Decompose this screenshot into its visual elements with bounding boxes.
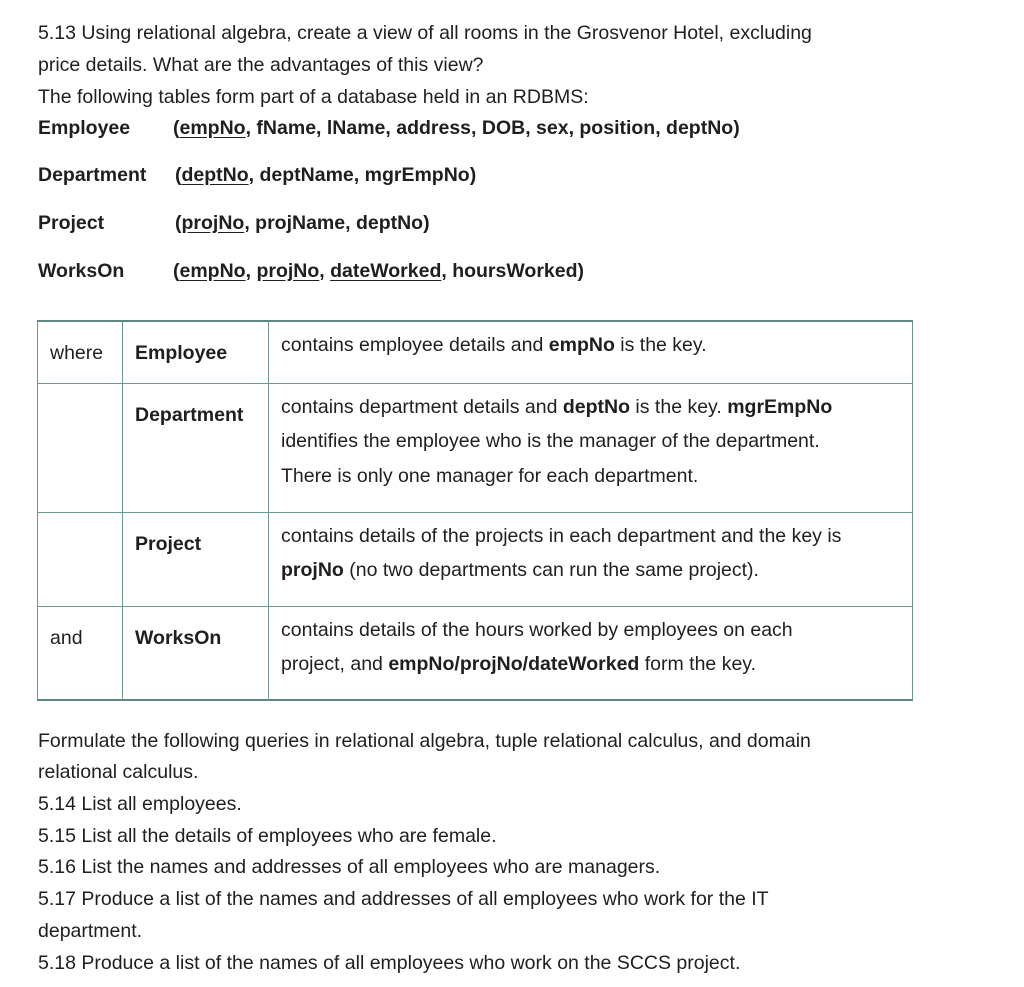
schema-attrs-project: (projNo, projName, deptNo) [175,212,430,234]
question-5-17-line1: 5.17 Produce a list of the names and addresses of all employees who work for the IT [38,888,769,910]
row-description: contains department details and deptNo is the key. mgrEmpNo identifies the employee who is the manager of the department. There is only one manager for each department. [269,383,913,512]
row-table-name: Employee [123,321,269,383]
schema-name-project: Project [38,212,105,234]
schema-name-employee: Employee [38,117,131,139]
row-description: contains details of the hours worked by employees on each project, and empNo/projNo/dateWorked form the key. [269,606,913,700]
key-deptno: deptNo [181,164,249,186]
formulate-line2: relational calculus. [38,761,199,783]
key-projno: projNo [256,260,320,282]
row-table-name: Project [123,512,269,606]
table-row [38,383,913,512]
question-5-15: 5.15 List all the details of employees who are female. [38,825,497,847]
key-empno: empNo [179,260,246,282]
row-prefix: and [38,606,123,700]
row-description: contains employee details and empNo is the key. [269,321,913,383]
schema-attrs-department: (deptNo, deptName, mgrEmpNo) [175,164,477,186]
row-table-name: WorksOn [123,606,269,700]
table-row [38,512,913,606]
row-prefix [38,383,123,512]
table-row [38,321,913,383]
schema-attrs-workson: (empNo, projNo, dateWorked, hoursWorked) [173,260,585,282]
table-row [38,606,913,700]
schema-name-department: Department [38,164,147,186]
question-5-16: 5.16 List the names and addresses of all employees who are managers. [38,856,661,878]
question-5-14: 5.14 List all employees. [38,793,242,815]
key-empno: empNo [179,117,246,139]
row-table-name: Department [123,383,269,512]
key-dateworked: dateWorked [330,260,442,282]
schema-attrs-employee: (empNo, fName, lName, address, DOB, sex, position, deptNo) [173,117,740,139]
question-5-13-line2: price details. What are the advantages of this view? [38,54,484,76]
definitions-table [37,320,913,701]
row-description: contains details of the projects in each department and the key is projNo (no two departments can run the same project). [269,512,913,606]
row-prefix [38,512,123,606]
intro-text: The following tables form part of a database held in an RDBMS: [38,86,589,108]
question-5-17-line2: department. [38,920,143,942]
key-projno: projNo [181,212,245,234]
question-5-13-line1: 5.13 Using relational algebra, create a view of all rooms in the Grosvenor Hotel, excluding [38,22,812,44]
formulate-line1: Formulate the following queries in relational algebra, tuple relational calculus, and domain [38,730,811,752]
schema-name-workson: WorksOn [38,260,125,282]
row-prefix: where [38,321,123,383]
question-5-18: 5.18 Produce a list of the names of all employees who work on the SCCS project. [38,952,741,974]
